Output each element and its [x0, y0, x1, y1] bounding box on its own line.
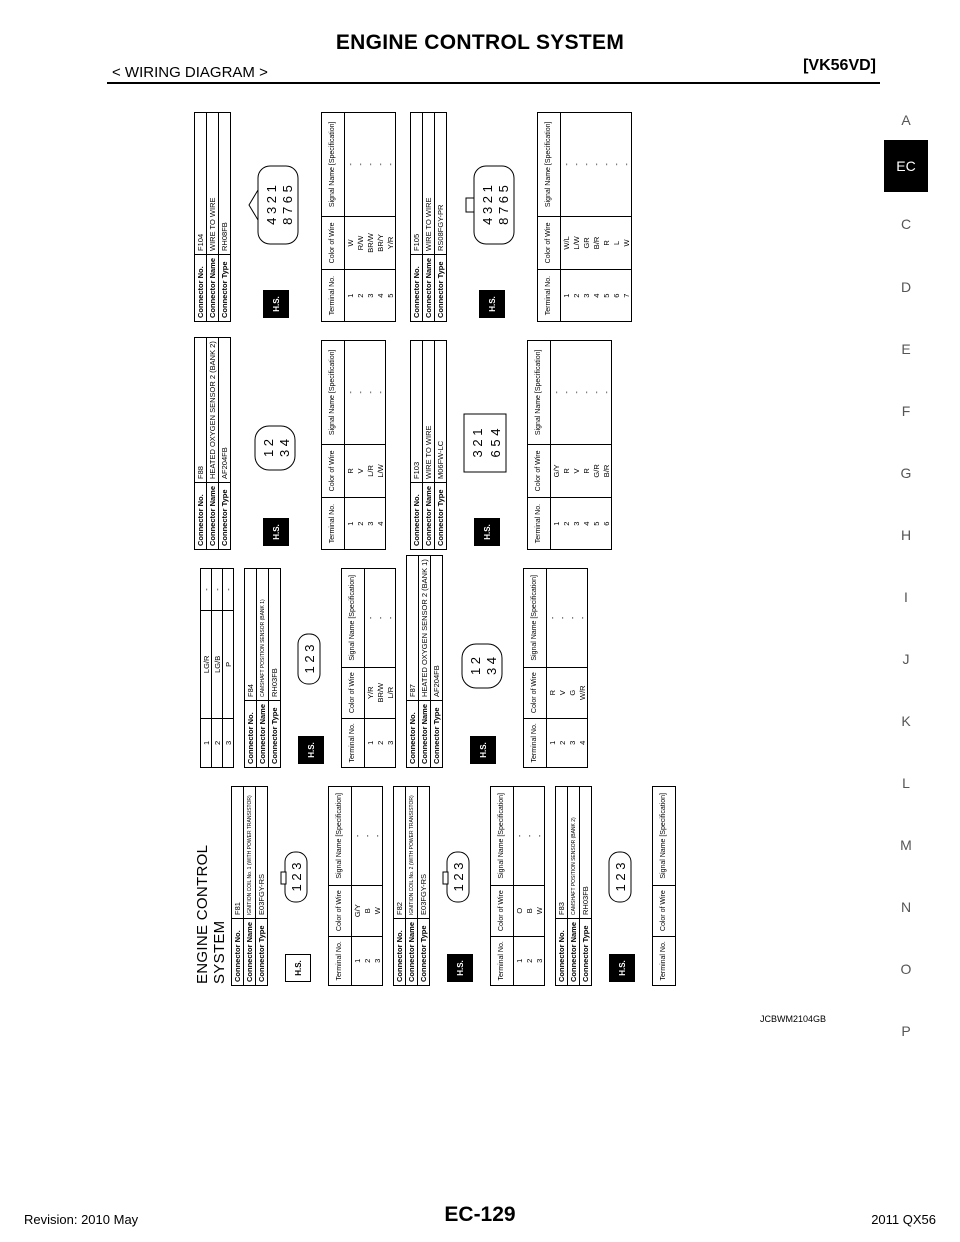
svg-text:8 7 6 5: 8 7 6 5	[495, 185, 511, 225]
f81-name: IGNITION COIL No. 1 (WITH POWER TRANSISTOR)	[244, 787, 256, 919]
svg-text:1 2: 1 2	[260, 438, 276, 458]
connector-f88: Connector No. F88 Connector Name HEATED OXYGEN SENSOR 2 (BANK 2) Connector Type AF204FB	[194, 337, 231, 550]
column-1	[194, 786, 676, 986]
svg-text:1 2 3: 1 2 3	[450, 862, 466, 892]
table-row: 1 LG/R -	[201, 569, 212, 768]
table-row: 2 V -	[557, 569, 567, 768]
svg-text:1 2 3: 1 2 3	[301, 644, 317, 674]
label-no: Connector No.	[232, 918, 244, 985]
connector-f103: Connector No. F103 Connector Name WIRE TO WIRE Connector Type M06FW-LC	[410, 340, 447, 550]
table-row: 4 W/R -	[577, 569, 588, 768]
connector-f82: Connector No. F82 Connector Name IGNITION COIL No. 2 (WITH POWER TRANSISTOR) Connector Type E03FGY-RS	[393, 786, 430, 986]
connector-face-icon	[441, 844, 480, 914]
connector-f104: Connector No. F104 Connector Name WIRE TO WIRE Connector Type RH08FB	[194, 112, 231, 322]
tab-ec[interactable]: EC	[884, 140, 928, 192]
tab-e[interactable]: E	[901, 341, 911, 357]
table-row: 2 B -	[362, 787, 372, 986]
table-row: 3 W -	[534, 787, 545, 986]
hs-mark: H.S.	[609, 954, 635, 982]
table-row: 3 P -	[223, 569, 234, 768]
tab-m[interactable]: M	[900, 837, 912, 853]
f81-face	[268, 786, 328, 986]
table-row: 4 L/W -	[375, 341, 386, 550]
table-row: 3 BR/W -	[365, 113, 375, 322]
svg-text:6 5 4: 6 5 4	[487, 428, 503, 458]
f88-face	[231, 340, 321, 550]
connector-face-icon	[462, 160, 523, 250]
svg-text:1 2 3: 1 2 3	[612, 862, 628, 892]
th-terminal: Terminal No.	[329, 936, 352, 985]
table-row: 2 R/W -	[355, 113, 365, 322]
table-row: 2 LG/B -	[212, 569, 223, 768]
f103-face	[447, 340, 527, 550]
page-title: ENGINE CONTROL SYSTEM	[335, 31, 625, 54]
table-row: 4 B/R -	[591, 113, 601, 322]
f87-terminals: Terminal No. Color of Wire Signal Name [Specification] 1 R - 2 V - 3 G - 4 W/R -	[523, 568, 588, 768]
table-row: 5 Y/R -	[385, 113, 396, 322]
table-row: 2 B -	[524, 787, 534, 986]
f81-terminals	[328, 786, 383, 986]
f104-terminals: Terminal No. Color of Wire Signal Name [Specification] 1 W - 2 R/W - 3 BR/W - 4 BR/Y - 5 Y/R -	[321, 112, 396, 322]
pin-numbers: 1 2 3	[288, 862, 304, 892]
connector-f83: Connector No. F83 Connector Name CAMSHAFT POSITION SENSOR (BANK 2) Connector Type RH03FB	[555, 786, 592, 986]
column-2	[194, 559, 588, 768]
footer-model: 2011 QX56	[871, 1212, 936, 1227]
hs-mark: H.S.	[298, 736, 324, 764]
diagram-code: JCBWM2104GB	[760, 1014, 827, 1024]
f105-face	[447, 112, 537, 322]
table-row: 1 W -	[345, 113, 356, 322]
header-rule	[107, 82, 880, 84]
page-number: EC-129	[444, 1203, 516, 1226]
tab-d[interactable]: D	[900, 279, 912, 295]
f84-face	[281, 568, 341, 768]
f84-terminals: Terminal No. Color of Wire Signal Name [Specification] 1 Y/R - 2 BR/W - 3 L/R -	[341, 568, 396, 768]
connector-f81	[231, 786, 268, 986]
connector-face-icon	[292, 626, 331, 696]
tab-f[interactable]: F	[901, 403, 911, 419]
f81-no: F81	[232, 787, 244, 919]
connector-f84: Connector No. F84 Connector Name CAMSHAFT POSITION SENSOR (BANK 1) Connector Type RH03FB	[244, 568, 281, 768]
table-row: 2 V -	[355, 341, 365, 550]
hs-mark: H.S.	[470, 736, 496, 764]
connector-face-icon	[603, 844, 642, 914]
connector-face-icon	[460, 408, 515, 478]
table-row: 4 BR/Y -	[375, 113, 385, 322]
table-row: 3 G -	[567, 569, 577, 768]
tab-i[interactable]: I	[904, 589, 908, 605]
f87-face	[443, 568, 523, 768]
section-tab-index	[884, 100, 928, 1062]
column-4	[194, 112, 632, 322]
connector-tables	[180, 96, 820, 996]
tab-p[interactable]: P	[901, 1023, 911, 1039]
f83-terminals-cont	[200, 568, 234, 768]
f83-terminals: Terminal No. Color of Wire Signal Name [Specification]	[652, 786, 676, 986]
table-row: 2 R -	[561, 341, 571, 550]
tab-n[interactable]: N	[900, 899, 912, 915]
table-row: 2 BR/W -	[375, 569, 385, 768]
f82-terminals: Terminal No. Color of Wire Signal Name [Specification] 1 O - 2 B - 3 W -	[490, 786, 545, 986]
svg-text:1 2: 1 2	[467, 656, 483, 676]
table-row: 1 G/Y -	[551, 341, 562, 550]
table-row: 4 R -	[581, 341, 591, 550]
svg-text:4 3 2 1: 4 3 2 1	[479, 185, 495, 225]
hs-mark: H.S.	[447, 954, 473, 982]
f103-terminals: Terminal No. Color of Wire Signal Name [Specification] 1 G/Y - 2 R - 3 V - 4 R - 5 G/R - 6 B/R -	[527, 340, 612, 550]
connector-face-icon	[456, 636, 511, 696]
table-row: 3 GR -	[581, 113, 591, 322]
table-row: 5 G/R -	[591, 341, 601, 550]
connector-f87: Connector No. F87 Connector Name HEATED OXYGEN SENSOR 2 (BANK 1) Connector Type AF204FB	[406, 555, 443, 768]
table-row: 3 W -	[372, 787, 383, 986]
tab-j[interactable]: J	[902, 651, 910, 667]
connector-f105: Connector No. F105 Connector Name WIRE TO WIRE Connector Type RS08FGY-PR	[410, 112, 447, 322]
table-row: 1 Y/R -	[365, 569, 376, 768]
table-row: 7 W -	[621, 113, 632, 322]
table-row: 1 W/L -	[561, 113, 572, 322]
tab-h[interactable]: H	[900, 527, 912, 543]
hs-mark: H.S.	[474, 518, 500, 546]
table-row: 1 O -	[514, 787, 525, 986]
hs-mark: H.S.	[285, 954, 311, 982]
f83-face	[592, 786, 652, 986]
svg-text:4 3 2 1: 4 3 2 1	[263, 185, 279, 225]
diagram-title: ENGINE CONTROL SYSTEM	[194, 845, 228, 984]
svg-text:3 4: 3 4	[483, 656, 499, 676]
table-row: 1 R -	[345, 341, 356, 550]
tab-l[interactable]: L	[902, 775, 910, 791]
table-row: 2 L/W -	[571, 113, 581, 322]
tab-g[interactable]: G	[900, 465, 912, 481]
label-type: Connector Type	[256, 918, 268, 985]
tab-c[interactable]: C	[900, 216, 912, 232]
table-row: 3 V -	[571, 341, 581, 550]
connector-face-icon	[246, 160, 307, 250]
section-label: < WIRING DIAGRAM >	[112, 64, 268, 81]
table-row: 6 L -	[611, 113, 621, 322]
table-row: 3 L/R -	[365, 341, 375, 550]
svg-text:3 2 1: 3 2 1	[469, 428, 485, 458]
tab-a[interactable]: A	[901, 112, 911, 128]
table-row: 1 G/Y -	[352, 787, 363, 986]
column-3	[194, 340, 612, 550]
connector-face-icon	[249, 418, 304, 478]
tab-k[interactable]: K	[901, 713, 911, 729]
svg-text:8 7 6 5: 8 7 6 5	[279, 185, 295, 225]
table-row: 3 L/R -	[385, 569, 396, 768]
table-row: 1 R -	[547, 569, 558, 768]
f88-terminals: Terminal No. Color of Wire Signal Name [Specification] 1 R - 2 V - 3 L/R - 4 L/W -	[321, 340, 386, 550]
table-row: 5 R -	[601, 113, 611, 322]
f82-face	[430, 786, 490, 986]
wiring-diagram	[180, 96, 830, 1006]
label-name: Connector Name	[244, 918, 256, 985]
model-code: [VK56VD]	[803, 57, 876, 74]
f81-type: E03FGY-RS	[256, 787, 268, 919]
f104-face	[231, 112, 321, 322]
revision-label: Revision: 2010 May	[24, 1212, 139, 1227]
hs-mark: H.S.	[479, 290, 505, 318]
svg-text:3 4: 3 4	[276, 438, 292, 458]
hs-mark: H.S.	[263, 518, 289, 546]
tab-o[interactable]: O	[900, 961, 912, 977]
hs-mark: H.S.	[263, 290, 289, 318]
table-row: 6 B/R -	[601, 341, 612, 550]
connector-face-icon	[279, 844, 318, 914]
th-signal: Signal Name [Specification]	[329, 787, 352, 886]
f105-terminals: Terminal No. Color of Wire Signal Name [Specification] 1 W/L - 2 L/W - 3 GR - 4 B/R - 5 R - 6 L - 7 W -	[537, 112, 632, 322]
th-color: Color of Wire	[329, 885, 352, 936]
